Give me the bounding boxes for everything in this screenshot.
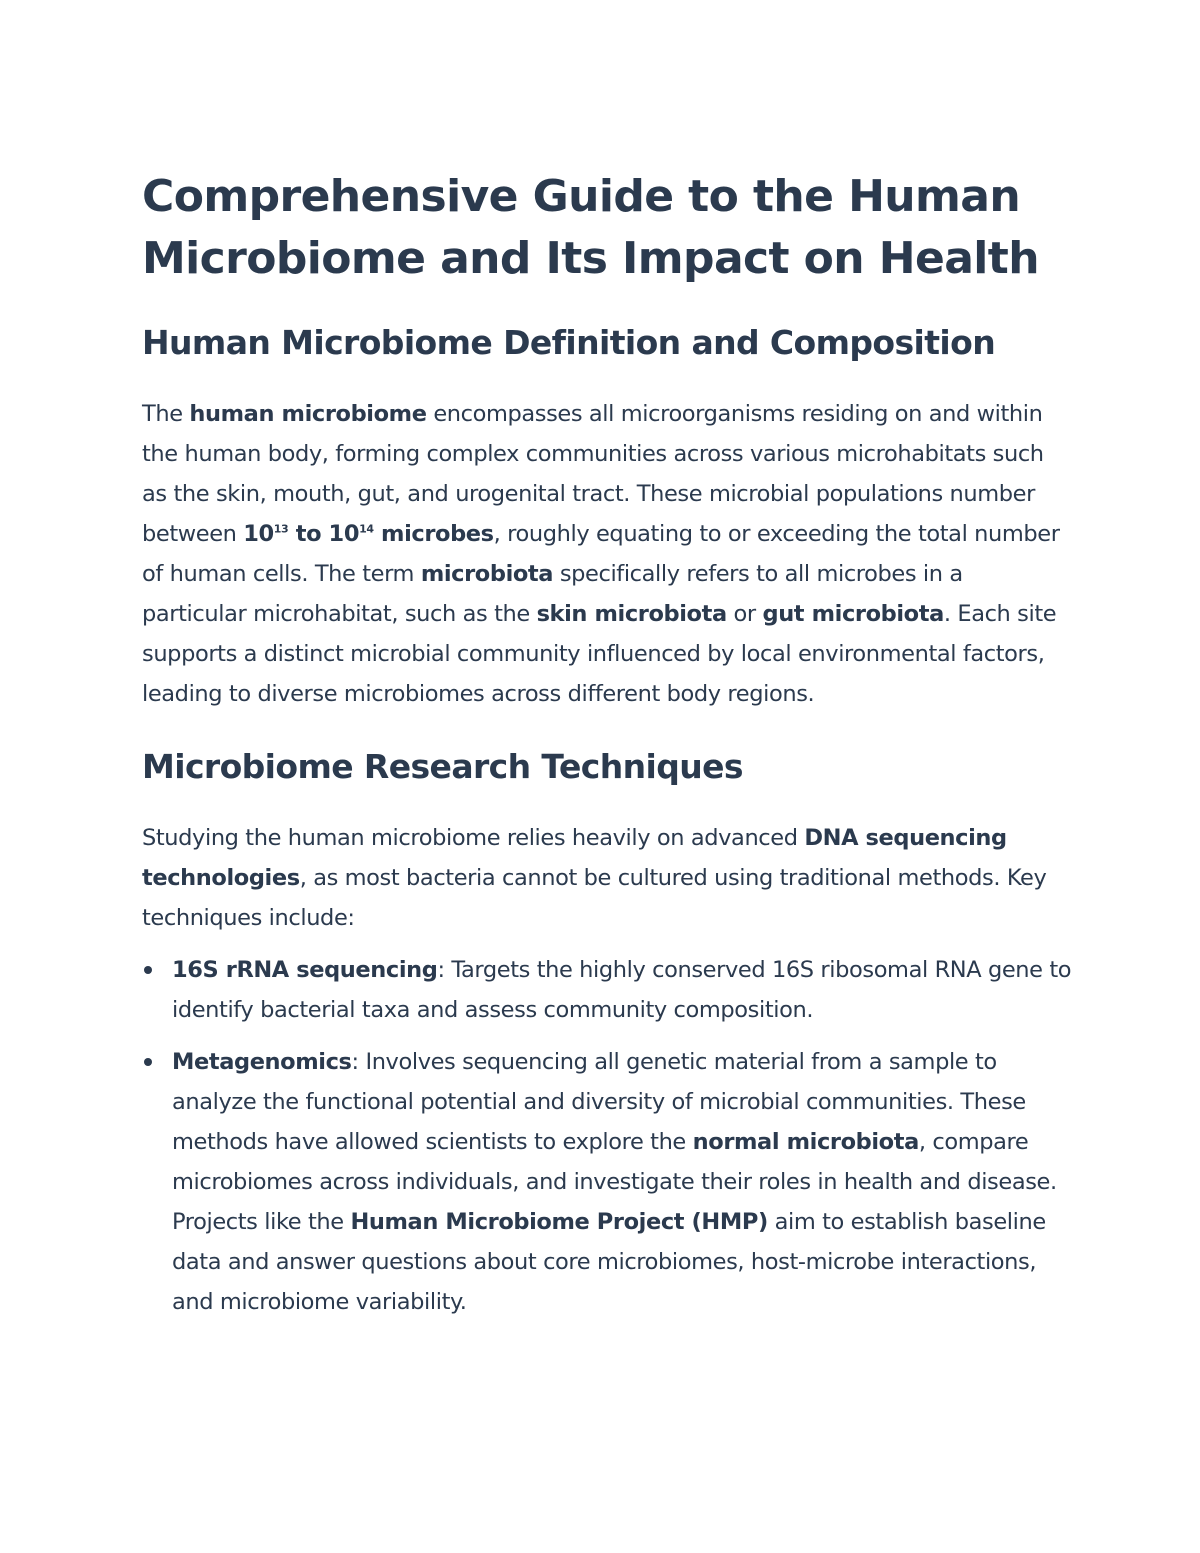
text-run: , roughly equating to or exceeding the total number of human cells. The term <box>142 521 1060 587</box>
list-item <box>142 1042 1072 1322</box>
document-title: Comprehensive Guide to the Human Microbiome and Its Impact on Health <box>142 171 1039 284</box>
bold-term-metagenomics: Metagenomics <box>172 1049 352 1075</box>
bold-run: 10 <box>243 521 274 547</box>
exponent: 13 <box>273 522 289 536</box>
bold-run: to 10 <box>288 521 360 547</box>
text-run: encompasses all microorganisms residing on and within the human body, forming complex communities across various microhabitats such as the skin, mouth, gut, and urogenital tract. These microbial populations number between <box>142 401 1044 547</box>
bold-term-skin-microbiota: skin microbiota <box>536 601 727 627</box>
document-content <box>142 166 1072 1334</box>
text-run: : Involves sequencing all genetic material from a sample to analyze the functional potential and diversity of microbial communities. These methods have allowed scientists to explore the <box>172 1049 1026 1155</box>
section-heading-definition: Human Microbiome Definition and Composition <box>142 323 996 362</box>
bullet-icon <box>144 1058 152 1066</box>
text-run: The <box>142 401 190 427</box>
list-item <box>142 950 1072 1030</box>
bold-term-microbiota: microbiota <box>420 561 554 587</box>
section-heading-techniques: Microbiome Research Techniques <box>142 747 743 786</box>
bold-term-human-microbiome: human microbiome <box>189 401 427 427</box>
text-run: aim to establish baseline data and answer questions about core microbiomes, host-microbe interactions, and microbiome variability. <box>172 1209 1046 1315</box>
exponent: 14 <box>359 522 374 536</box>
bold-term-gut-microbiota: gut microbiota <box>762 601 944 627</box>
bold-term-hmp: Human Microbiome Project (HMP) <box>350 1209 768 1235</box>
text-run: , as most bacteria cannot be cultured using traditional methods. Key techniques include: <box>142 865 1047 931</box>
bold-term-microbe-count <box>243 521 493 547</box>
techniques-list <box>142 950 1072 1322</box>
bold-term-16s-rrna: 16S rRNA sequencing <box>172 957 438 983</box>
bold-term-normal-microbiota: normal microbiota <box>692 1129 919 1155</box>
text-run: or <box>726 601 763 627</box>
bold-term-dna-sequencing: DNA sequencing technologies <box>142 825 1007 891</box>
text-run: Studying the human microbiome relies heavily on advanced <box>142 825 805 851</box>
text-run: : Targets the highly conserved 16S ribosomal RNA gene to identify bacterial taxa and assess community composition. <box>172 957 1072 1023</box>
bold-run: microbes <box>373 521 494 547</box>
bullet-icon <box>144 966 152 974</box>
text-run: . Each site supports a distinct microbial community influenced by local environmental factors, leading to diverse microbiomes across different body regions. <box>142 601 1057 707</box>
techniques-paragraph <box>142 818 1072 938</box>
text-run: specifically refers to all microbes in a particular microhabitat, such as the <box>142 561 963 627</box>
definition-paragraph <box>142 394 1072 714</box>
text-run: , compare microbiomes across individuals, and investigate their roles in health and disease. Projects like the <box>172 1129 1057 1235</box>
